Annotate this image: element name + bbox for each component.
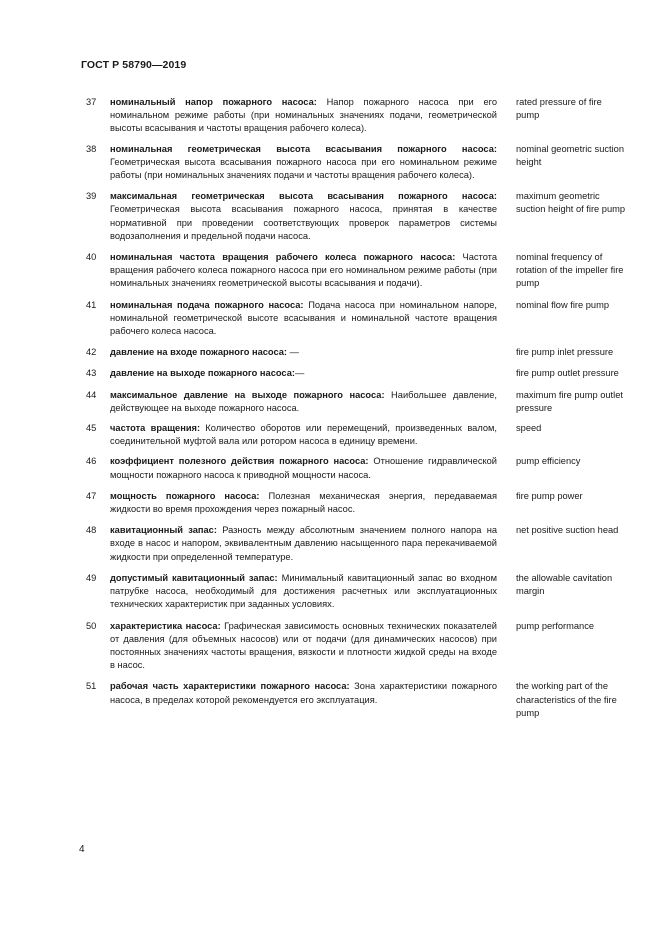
term-row bbox=[0, 367, 661, 380]
term-text: — bbox=[287, 347, 299, 358]
term-definition bbox=[110, 299, 497, 339]
term-name: максимальная геометрическая высота всасывания пожарного насоса: bbox=[110, 191, 497, 202]
term-name: мощность пожарного насоса: bbox=[110, 490, 260, 501]
term-name: кавитационный запас: bbox=[110, 525, 217, 536]
term-number: 49 bbox=[86, 572, 97, 583]
term-english: the working part of the characteristics of the fire pump bbox=[516, 681, 617, 718]
term-number: 46 bbox=[86, 456, 97, 467]
term-name: допустимый кавитационный запас: bbox=[110, 572, 278, 583]
term-number: 43 bbox=[86, 368, 97, 379]
term-definition bbox=[110, 490, 497, 516]
term-name: рабочая часть характеристики пожарного насоса: bbox=[110, 681, 350, 692]
term-row bbox=[0, 143, 661, 183]
term-text: Количество оборотов или перемещений, произведенных валом, соединительной муфтой вала или ротором насоса в единицу времени. bbox=[110, 423, 497, 447]
term-english: maximum geometric suction height of fire pump bbox=[516, 191, 626, 215]
term-row bbox=[0, 251, 661, 291]
term-row bbox=[0, 389, 661, 415]
term-definition bbox=[110, 620, 497, 673]
term-row bbox=[0, 299, 661, 339]
term-english: pump efficiency bbox=[516, 456, 581, 467]
term-row bbox=[0, 96, 661, 136]
term-number: 45 bbox=[86, 423, 97, 434]
term-text: Геометрическая высота всасывания пожарного насоса, принятая в качестве нормативной при проведении соответствующих проверок параметров системы водозаполнения и предельной подачи насоса. bbox=[110, 204, 497, 241]
term-number: 48 bbox=[86, 525, 97, 536]
term-definition bbox=[110, 455, 497, 481]
term-row bbox=[0, 620, 661, 673]
term-number: 44 bbox=[86, 389, 97, 400]
term-text: Наибольшее давление, действующее на выходе пожарного насоса. bbox=[110, 389, 497, 413]
term-number: 42 bbox=[86, 347, 97, 358]
term-row bbox=[0, 490, 661, 516]
term-text: Геометрическая высота всасывания пожарного насоса при его номинальном режиме работы (при номинальных значениях подачи и частоты вращения рабочего колеса). bbox=[110, 156, 497, 181]
term-text: Подача насоса при номинальном напоре, номинальной геометрической высоте всасывания и номинальной частоте вращения рабочего колеса насоса. bbox=[110, 299, 497, 337]
term-name: давление на выходе пожарного насоса: bbox=[110, 368, 295, 379]
term-name: номинальная геометрическая высота всасывания пожарного насоса: bbox=[110, 143, 497, 154]
term-definition bbox=[110, 96, 497, 136]
term-text: Частота вращения рабочего колеса пожарного насоса при его номинальном режиме работы (при номинальных значениях геометрической высоты всасывания и подачи). bbox=[110, 252, 497, 289]
term-english: fire pump outlet pressure bbox=[516, 368, 619, 379]
term-number: 41 bbox=[86, 299, 97, 310]
term-name: номинальный напор пожарного насоса: bbox=[110, 97, 317, 107]
term-number: 38 bbox=[86, 143, 97, 154]
term-english: fire pump inlet pressure bbox=[516, 347, 614, 358]
term-text: Отношение гидравлической мощности пожарного насоса к приводной мощности насоса. bbox=[110, 456, 497, 480]
term-name: давление на входе пожарного насоса: bbox=[110, 347, 288, 358]
term-english: the allowable cavitation margin bbox=[516, 572, 613, 597]
term-text: Разность между абсолютным значением полного напора на входе в насос и напором, эквивалентным давлению насыщенного пара перекачиваемой жидкости при определенной температуре. bbox=[110, 525, 497, 562]
term-english: pump performance bbox=[516, 620, 595, 631]
term-text: Зона характеристики пожарного насоса, в пределах которой рекомендуется его эксплуатация. bbox=[110, 681, 498, 705]
term-row bbox=[0, 524, 661, 564]
term-definition bbox=[110, 422, 497, 448]
term-number: 51 bbox=[86, 681, 97, 692]
term-text: Минимальный кавитационный запас во входном патрубке насоса, необходимый для достижения расчетных или эксплуатационных технических характеристик при заданных условиях. bbox=[110, 572, 497, 610]
term-number: 40 bbox=[86, 252, 97, 263]
terms-list bbox=[0, 96, 661, 720]
term-definition bbox=[110, 572, 497, 612]
term-definition bbox=[110, 251, 497, 291]
term-english: maximum fire pump outlet pressure bbox=[516, 389, 623, 413]
term-definition bbox=[110, 346, 497, 359]
term-definition bbox=[110, 524, 497, 564]
term-name: максимальное давление на выходе пожарного насоса: bbox=[110, 389, 385, 400]
term-number: 47 bbox=[86, 490, 97, 501]
term-text: Графическая зависимость основных технических показателей от давления (для объемных насосов) или от подачи (для динамических насосов) при постоянных значениях частоты вращения, вязкости и плотности жидкой среды на входе в насос. bbox=[110, 620, 497, 671]
term-definition bbox=[110, 190, 497, 243]
term-name: частота вращения: bbox=[110, 423, 201, 434]
term-name: коэффициент полезного действия пожарного насоса: bbox=[110, 456, 369, 467]
term-row bbox=[0, 680, 661, 720]
term-english: nominal frequency of rotation of the impeller fire pump bbox=[516, 252, 624, 289]
term-number: 50 bbox=[86, 620, 97, 631]
term-number: 39 bbox=[86, 191, 97, 202]
term-english: nominal geometric suction height bbox=[516, 143, 624, 167]
term-name: характеристика насоса: bbox=[110, 620, 221, 631]
document-header: ГОСТ Р 58790—2019 bbox=[81, 59, 187, 71]
term-text: — bbox=[294, 368, 305, 379]
term-definition bbox=[110, 680, 497, 706]
term-definition bbox=[110, 143, 497, 183]
term-definition bbox=[110, 389, 497, 415]
term-text: Напор пожарного насоса при его номинальном режиме работы (при номинальных значениях подачи, геометрической высоты всасывания и частоты вращения рабочего колеса). bbox=[110, 97, 497, 134]
term-english: net positive suction head bbox=[516, 525, 619, 536]
term-row bbox=[0, 455, 661, 481]
term-row bbox=[0, 572, 661, 612]
term-english: speed bbox=[516, 423, 542, 434]
term-text: Полезная механическая энергия, передаваемая жидкости во время прохождения через пожарный насос. bbox=[110, 490, 497, 515]
term-english: nominal flow fire pump bbox=[516, 299, 610, 310]
term-english: rated pressure of fire pump bbox=[516, 97, 602, 121]
page-number: 4 bbox=[79, 844, 85, 855]
term-name: номинальная частота вращения рабочего колеса пожарного насоса: bbox=[110, 252, 456, 263]
term-row bbox=[0, 346, 661, 359]
term-row bbox=[0, 422, 661, 448]
term-number: 37 bbox=[86, 97, 97, 107]
term-row bbox=[0, 190, 661, 243]
term-name: номинальная подача пожарного насоса: bbox=[110, 299, 304, 310]
term-english: fire pump power bbox=[516, 490, 583, 501]
term-definition bbox=[110, 367, 497, 380]
